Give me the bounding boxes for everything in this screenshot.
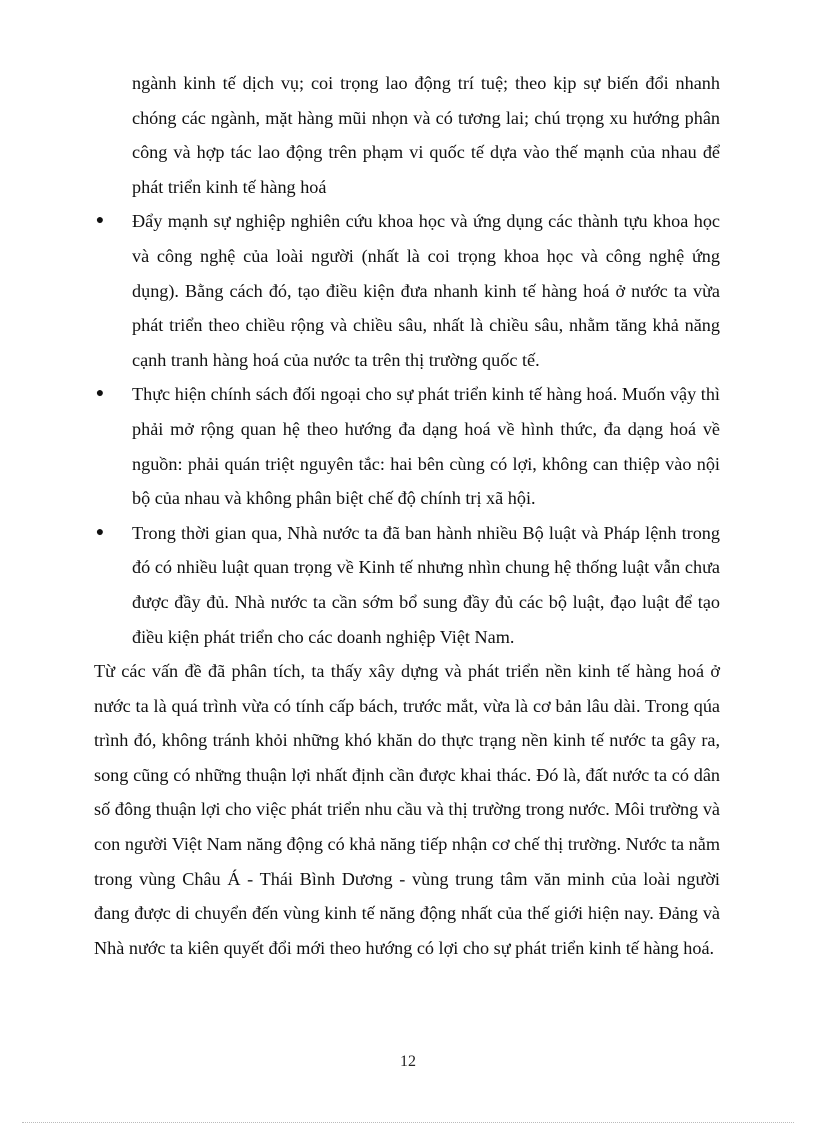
page-number: 12: [400, 1053, 416, 1070]
bullet-text: Đẩy mạnh sự nghiệp nghiên cứu khoa học và ứng dụng các thành tựu khoa học và công nghệ của loài người (nhất là coi trọng khoa học và công nghệ ứng dụng). Bằng cách đó, tạo điều kiện đưa nhanh kinh tế hàng hoá ở nước ta vừa phát triển theo chiều rộng và chiều sâu, nhất là chiều sâu, nhằm tăng khả năng cạnh tranh hàng hoá của nước ta trên thị trường quốc tế.: [132, 211, 720, 370]
bullet-icon: ●: [95, 386, 105, 402]
conclusion-paragraph: Từ các vấn đề đã phân tích, ta thấy xây dựng và phát triển nền kinh tế hàng hoá ở nước ta là quá trình vừa có tính cấp bách, trước mắt, vừa là cơ bản lâu dài. Trong qúa trình đó, không tránh khỏi những khó khăn do thực trạng nền kinh tế nước ta gây ra, song cũng có những thuận lợi nhất định cần được khai thác. Đó là, đất nước ta có dân số đông thuận lợi cho việc phát triển nhu cầu và thị trường trong nước. Môi trường và con người Việt Nam năng động có khả năng tiếp nhận cơ chế thị trường. Nước ta nằm trong vùng Châu Á - Thái Bình Dương - vùng trung tâm văn minh của loài người đang được di chuyển đến vùng kinh tế năng động nhất của thế giới hiện nay. Đảng và Nhà nước ta kiên quyết đổi mới theo hướng có lợi cho sự phát triển kinh tế hàng hoá.: [94, 661, 720, 958]
bullet-text: Thực hiện chính sách đối ngoại cho sự phát triển kinh tế hàng hoá. Muốn vậy thì phải mở rộng quan hệ theo hướng đa dạng hoá về hình thức, đa dạng hoá về nguồn: phải quán triệt nguyên tắc: hai bên cùng có lợi, không can thiệp vào nội bộ của nhau và không phân biệt chế độ chính trị xã hội.: [132, 384, 720, 509]
bullet-item: [95, 204, 720, 377]
continued-paragraph: ngành kinh tế dịch vụ; coi trọng lao động trí tuệ; theo kịp sự biến đổi nhanh chóng các ngành, mặt hàng mũi nhọn và có tương lai; chú trọng xu hướng phân công và hợp tác lao động trên phạm vi quốc tế dựa vào thế mạnh của nhau để phát triển kinh tế hàng hoá: [132, 73, 720, 197]
bullet-item: [95, 377, 720, 515]
page-body: [94, 66, 720, 965]
bullet-icon: ●: [95, 524, 105, 540]
bullet-item: [95, 516, 720, 654]
bullet-text: Trong thời gian qua, Nhà nước ta đã ban hành nhiều Bộ luật và Pháp lệnh trong đó có nhiều luật quan trọng về Kinh tế nhưng nhìn chung hệ thống luật vẫn chưa được đầy đủ. Nhà nước ta cần sớm bổ sung đầy đủ các bộ luật, đạo luật để tạo điều kiện phát triển cho các doanh nghiệp Việt Nam.: [132, 522, 720, 647]
bullet-icon: ●: [95, 213, 105, 229]
bullet-list: [94, 204, 720, 654]
